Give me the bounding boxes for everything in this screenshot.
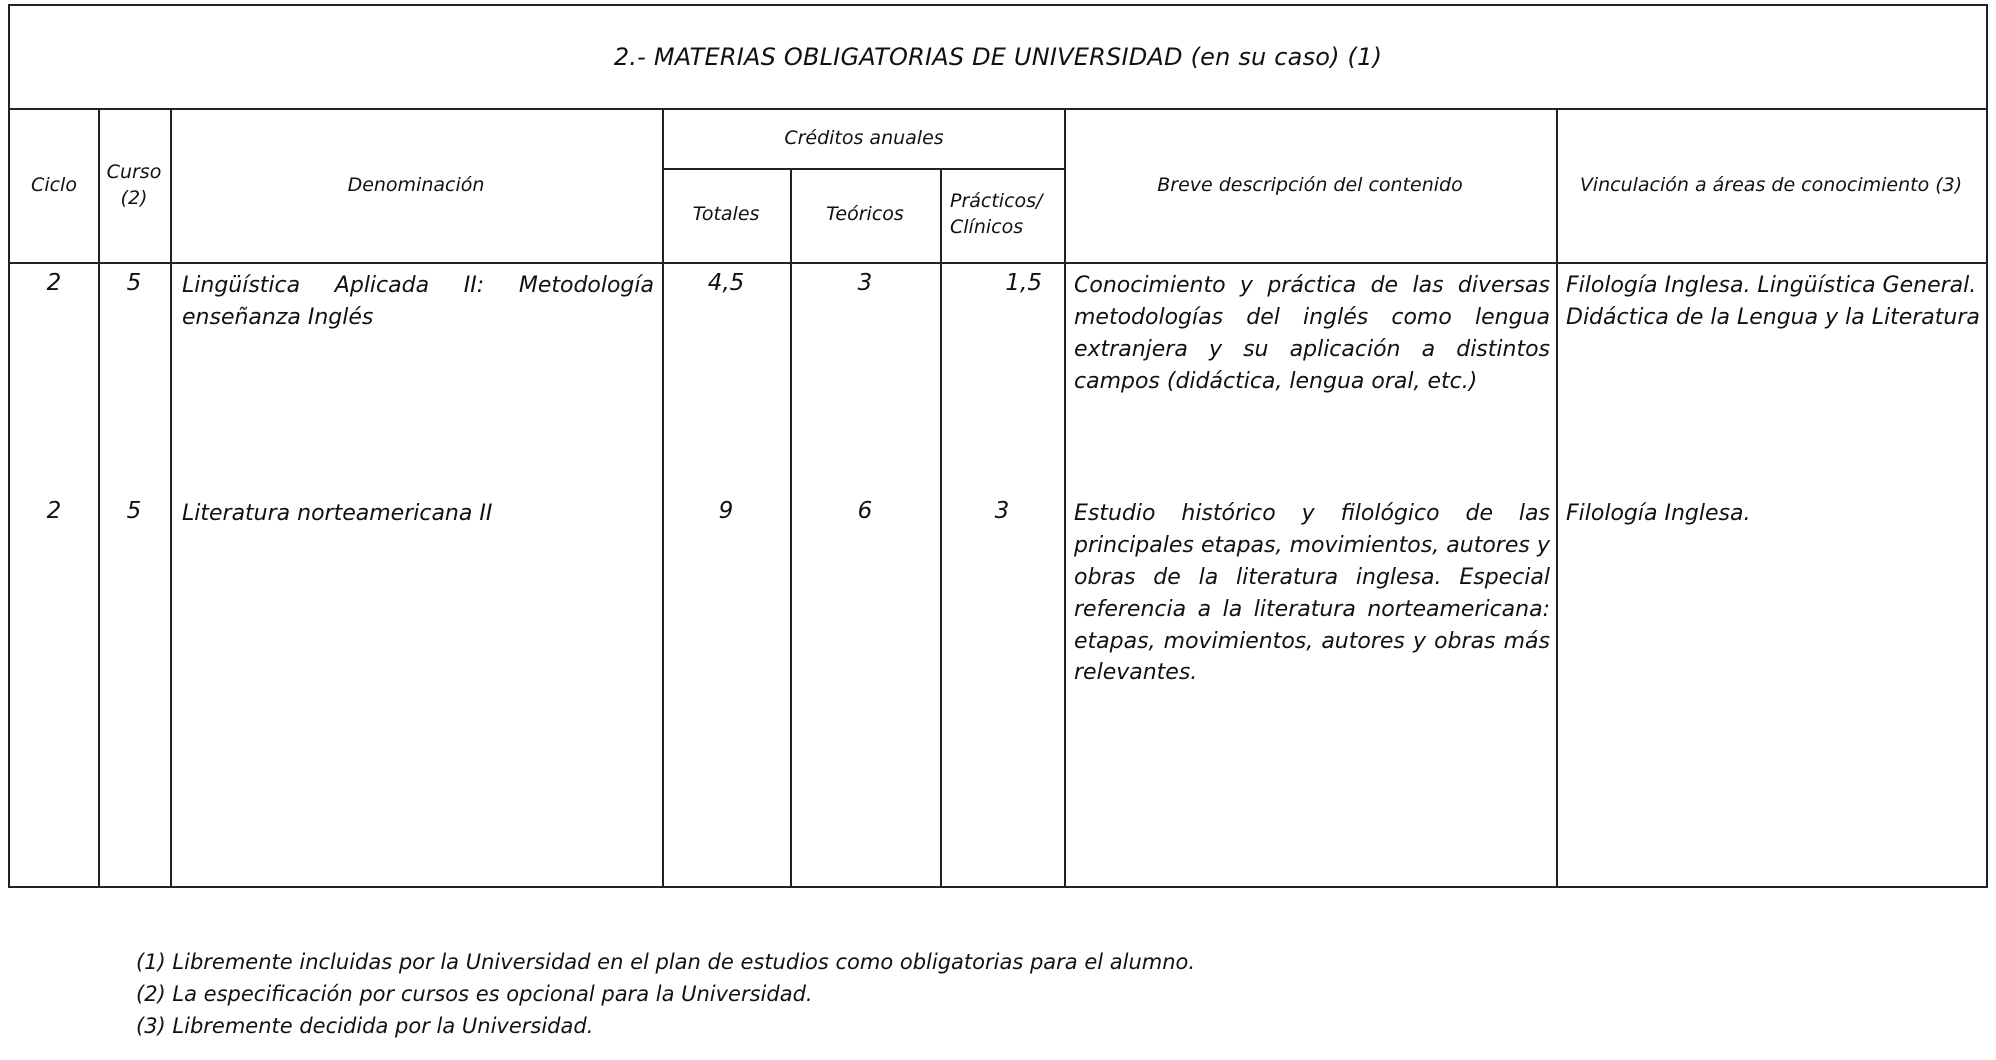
header-bottom-divider <box>10 262 1986 264</box>
row1-curso: 5 <box>126 270 142 296</box>
row1-descripcion: Conocimiento y práctica de las diversas metodologías del inglés como lengua extranjera y su aplicación a distintos campos (didáctica, lengua oral, etc.) <box>1074 273 1550 394</box>
header-practicos-label: Prácticos/ <box>950 190 1043 213</box>
header-denominacion: Denominación <box>347 174 485 197</box>
header-descripcion: Breve descripción del contenido <box>1157 174 1463 197</box>
row2-curso: 5 <box>126 498 142 524</box>
row2-vinculacion: Filología Inglesa. <box>1566 501 1751 526</box>
row1-denominacion: Lingüística Aplicada II: Metodología enseñanza Inglés <box>182 273 654 330</box>
header-practicos <box>940 168 1064 262</box>
row2-ciclo: 2 <box>46 498 62 524</box>
header-totales: Totales <box>692 203 760 226</box>
row2-denominacion: Literatura norteamericana II <box>182 501 493 526</box>
footnote-1: (1) Libremente incluidas por la Universidad en el plan de estudios como obligatorias para el alumno. <box>136 950 1196 974</box>
header-curso <box>98 110 170 262</box>
subjects-table <box>8 4 1988 888</box>
row1-teoricos: 3 <box>857 270 873 296</box>
header-curso-note: (2) <box>120 187 148 209</box>
row1-totales: 4,5 <box>707 270 745 296</box>
header-curso-label: Curso <box>106 161 162 184</box>
footnote-3: (3) Libremente decidida por la Universidad. <box>136 1014 594 1038</box>
footnote-2: (2) La especificación por cursos es opcional para la Universidad. <box>136 982 813 1006</box>
header-creditos: Créditos anuales <box>784 127 944 150</box>
header-clinicos-label: Clínicos <box>950 216 1024 238</box>
row1-ciclo: 2 <box>46 270 62 296</box>
table-title: 2.- MATERIAS OBLIGATORIAS DE UNIVERSIDAD (en su caso) (1) <box>10 6 1986 110</box>
header-teoricos: Teóricos <box>826 203 904 226</box>
row2-descripcion: Estudio histórico y filológico de las principales etapas, movimientos, autores y obras de la literatura inglesa. Especial referencia a la literatura norteamericana: etapas, movimientos, autores y obras más relevantes. <box>1074 501 1550 686</box>
row1-vinculacion: Filología Inglesa. Lingüística General. Didáctica de la Lengua y la Literatura <box>1566 273 1980 330</box>
footnotes <box>136 946 1195 1042</box>
row2-teoricos: 6 <box>857 498 873 524</box>
header-ciclo: Ciclo <box>31 174 77 197</box>
row2-practicos: 3 <box>994 498 1010 524</box>
row2-totales: 9 <box>718 498 734 524</box>
row1-practicos: 1,5 <box>1005 270 1042 296</box>
header-vinculacion: Vinculación a áreas de conocimiento (3) <box>1579 174 1963 197</box>
